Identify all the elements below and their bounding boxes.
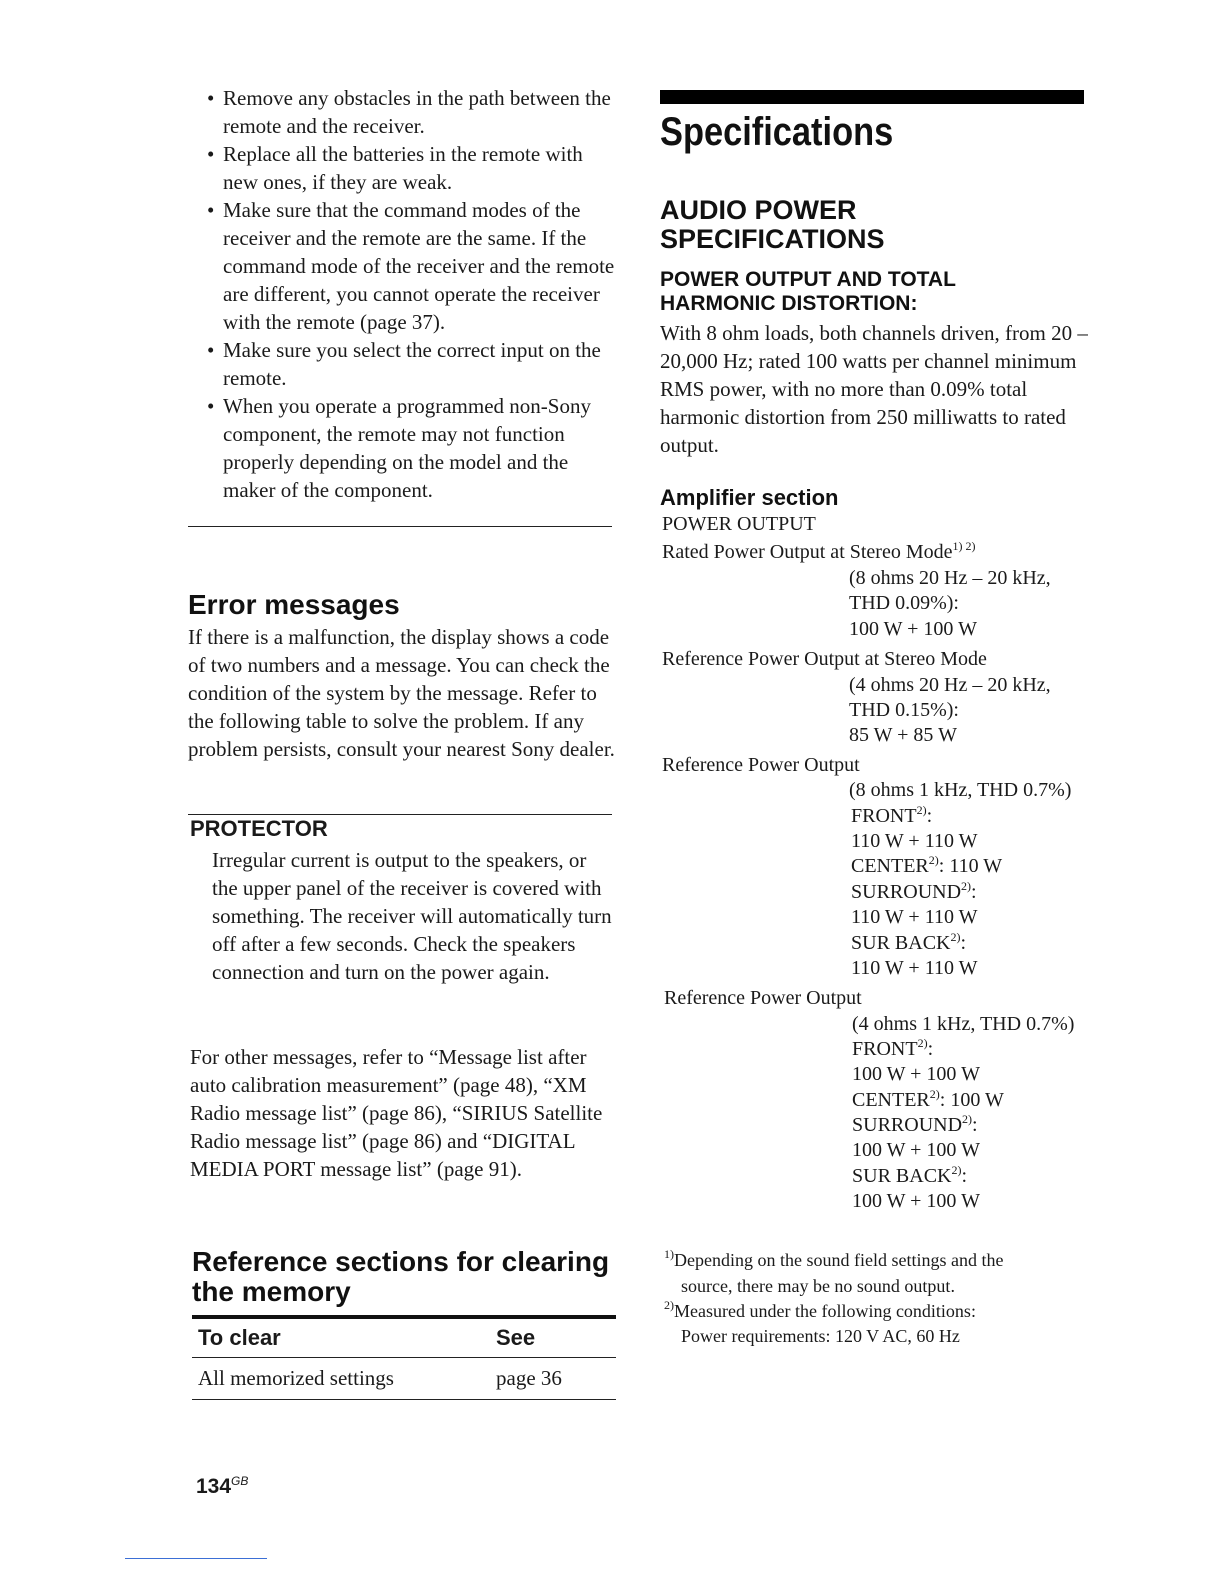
error-messages-heading: Error messages [188,589,400,620]
spec-condition: (8 ohms 1 kHz, THD 0.7%) [849,779,1072,801]
column-header-see: See [496,1325,536,1350]
list-item: • Make sure that the command modes of the receiver and the remote are the same. If the command mode of the receiver and the remote are different, you cannot operate the receiver with the remote (page 37). [205,196,615,336]
page-number [196,1474,248,1499]
page-number-value: 134 [196,1475,232,1498]
channel-name: FRONT [852,1038,918,1060]
reference-4ohm-label: Reference Power Output [664,987,862,1009]
reference-stereo-label: Reference Power Output at Stereo Mode [662,648,987,670]
power-output-label: POWER OUTPUT [662,513,816,535]
footnote-2-cont: Power requirements: 120 V AC, 60 Hz [681,1326,960,1346]
spec-channel: SUR BACK$^{2)}$: [852,1163,968,1187]
channel-name: CENTER [851,855,929,877]
spec-condition: THD 0.09%): [849,592,959,614]
list-item: • Remove any obstacles in the path between the remote and the receiver. [205,84,615,140]
protector-description: Irregular current is output to the speakers, or the upper panel of the receiver is covered with something. The receiver will automatically turn off after a few seconds. Check the speakers connection and turn on the power again. [212,848,612,984]
reference-sections-heading: Reference sections for clearing the memory [192,1246,610,1307]
channel-name: SURROUND [851,881,962,903]
table-cell: All memorized settings [198,1366,394,1390]
spec-value: 100 W + 100 W [852,1139,980,1161]
footnote-text: Measured under the following conditions: [674,1301,976,1321]
power-output-text: With 8 ohm loads, both channels driven, from 20 – 20,000 Hz; rated 100 watts per channel minimum RMS power, with no more than 0.09% total harmonic distortion from 250 milliwatts to rated output. [660,321,1088,457]
page-number-suffix: GB [231,1474,249,1488]
spec-value: 100 W + 100 W [852,1063,980,1085]
spec-channel: SUR BACK$^{2)}$: [851,930,967,954]
footnote-ref: 2) [916,803,927,817]
title-bar [660,90,1084,104]
reference-8ohm-label: Reference Power Output [662,754,860,776]
spec-value: 110 W [949,855,1003,877]
list-item: • When you operate a programmed non-Sony component, the remote may not function properly depending on the model and the maker of the component. [205,392,615,504]
footnote-ref: 2) [961,879,972,893]
spec-channel: FRONT$^{2)}$: [851,803,933,827]
footnote-ref: 2) [951,1163,962,1177]
footnote-ref: 2) [962,1112,973,1126]
footnote-mark: 2) [664,1298,674,1312]
spec-channel: SURROUND$^{2)}$: [852,1112,978,1136]
footnote-1-cont: source, there may be no sound output. [681,1276,955,1296]
channel-name: FRONT [851,805,917,827]
spec-condition: (4 ohms 20 Hz – 20 kHz, [849,674,1051,696]
power-output-heading: POWER OUTPUT AND TOTAL HARMONIC DISTORTION: [660,268,956,315]
footnote-ref: 2) [917,1036,928,1050]
list-item: • Make sure you select the correct input on the remote. [205,336,615,392]
protector-divider [188,814,612,815]
section-divider [188,526,612,527]
spec-channel: CENTER$^{2)}$: 100 W [852,1087,1004,1111]
reference-table [192,1319,616,1400]
channel-name: SURROUND [852,1114,963,1136]
list-item: • Replace all the batteries in the remote with new ones, if they are weak. [205,140,615,196]
spec-value: 100 W + 100 W [852,1190,980,1212]
spec-value: 100 W + 100 W [849,618,977,640]
footnote-ref: 2) [928,853,939,867]
spec-channel: CENTER$^{2)}$: 110 W [851,853,1003,877]
rated-power-label [662,540,976,565]
spec-channel: FRONT$^{2)}$: [852,1036,934,1060]
rated-power-text: Rated Power Output at Stereo Mode [662,541,953,563]
spec-condition: (8 ohms 20 Hz – 20 kHz, [849,567,1051,589]
spec-value: 100 W [950,1089,1004,1111]
table-cell: page 36 [496,1366,562,1390]
channel-name: SUR BACK [852,1165,952,1187]
page-title: Specifications [660,110,894,154]
footnote-ref: 2) [929,1087,940,1101]
footnote-ref: 1) 2) [952,539,976,553]
footnote-text: Depending on the sound field settings and the [674,1250,1004,1270]
audio-power-heading: AUDIO POWER SPECIFICATIONS [660,195,885,254]
spec-condition: THD 0.15%): [849,699,959,721]
channel-name: SUR BACK [851,932,951,954]
table-header-row [192,1319,616,1358]
footnote-2 [664,1299,976,1324]
table-row [192,1358,616,1400]
spec-value: 110 W + 110 W [851,830,978,852]
footnote-1 [664,1248,1003,1273]
troubleshooting-bullet-list [205,84,615,504]
channel-name: CENTER [852,1089,930,1111]
spec-condition: (4 ohms 1 kHz, THD 0.7%) [852,1013,1075,1035]
protector-label: PROTECTOR [190,816,328,841]
spec-value: 110 W + 110 W [851,957,978,979]
amplifier-section-heading: Amplifier section [660,485,839,510]
spec-channel: SURROUND$^{2)}$: [851,879,977,903]
other-messages-paragraph: For other messages, refer to “Message list after auto calibration measurement” (page 48), “XM Radio message list” (page 86), “SIRIUS Satellite Radio message list” (page 86) and “DIGITAL MEDIA PORT message list” (page 91). [190,1045,603,1181]
column-header-to-clear: To clear [198,1325,281,1350]
footnote-mark: 1) [664,1247,674,1261]
error-messages-intro: If there is a malfunction, the display shows a code of two numbers and a message. You can check the condition of the system by the message. Refer to the following table to solve the problem. If any problem persists, consult your nearest Sony dealer. [188,625,615,761]
footnote-ref: 2) [950,930,961,944]
spec-value: 85 W + 85 W [849,724,957,746]
bottom-divider [125,1558,267,1559]
spec-value: 110 W + 110 W [851,906,978,928]
